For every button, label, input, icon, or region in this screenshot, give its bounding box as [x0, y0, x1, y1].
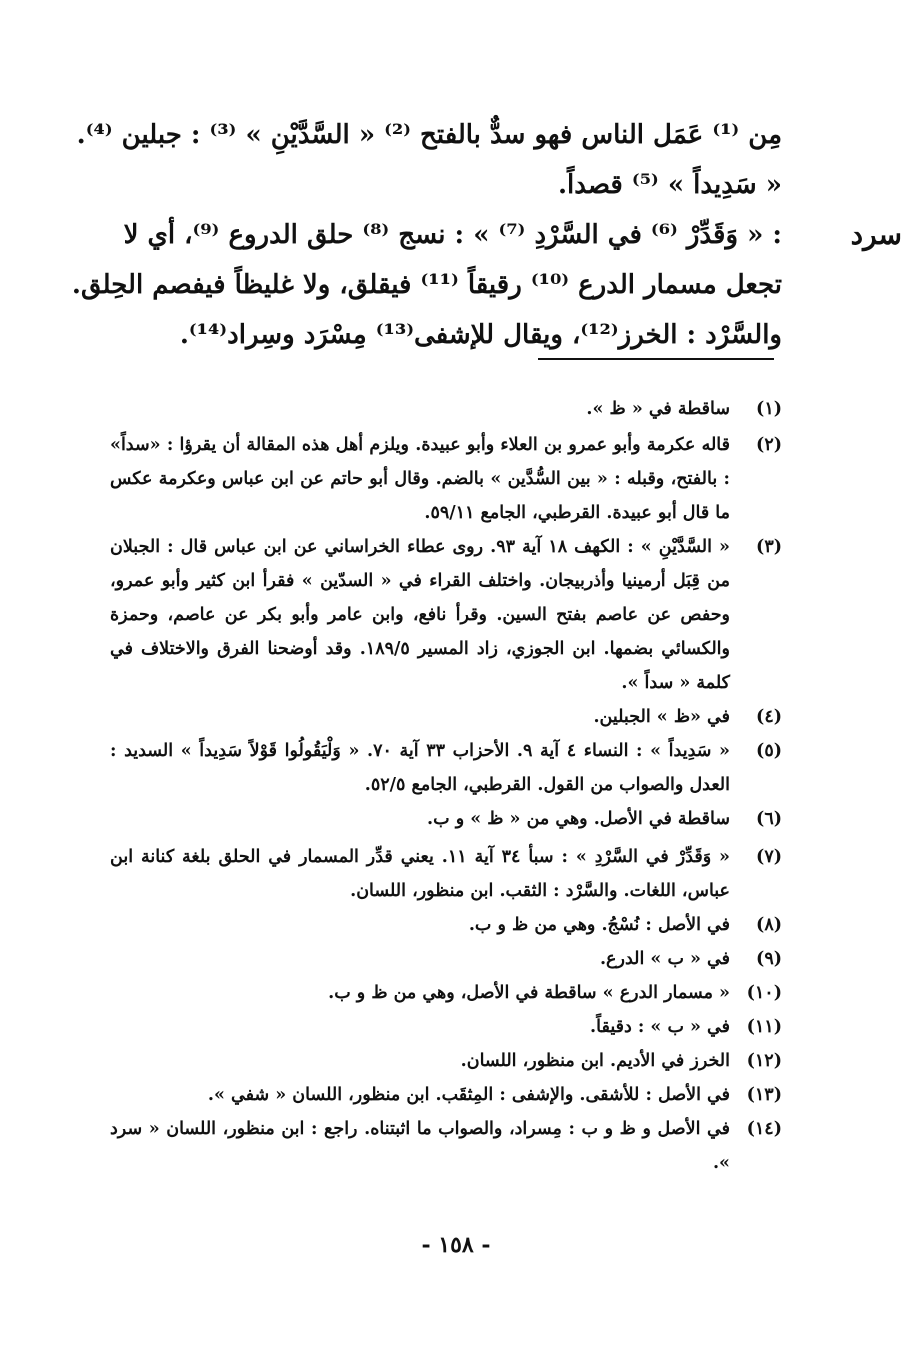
- footnote-text: قاله عكرمة وأبو عمرو بن العلاء وأبو عبيدة. ويلزم أهل هذه المقالة أن يقرؤا : «سداً» : بالفتح، وقبله : « بين السُّدَّين » بالضم. وقال أبو حاتم عن ابن عباس وعكرمة عكس ما قال أبو عبيدة. القرطبي، الجامع ٥٩/١١.: [110, 435, 730, 523]
- footnote-number: (٢): [756, 435, 782, 455]
- main-line-4: تجعل مسمار الدرع ⁽¹⁰⁾ رقيقاً ⁽¹¹⁾ فيقلق، ولا غليظاً فيفصم الحِلق.: [71, 270, 782, 300]
- footnote-text: الخرز في الأديم. ابن منظور، اللسان.: [460, 1051, 730, 1071]
- footnote-text: « سَدِيداً » : النساء ٤ آية ٩. الأحزاب ٣٣ آية ٧٠. « وَلْيَقُولُوا قَوْلاً سَدِيداً » السديد : العدل والصواب من القول. القرطبي، الجامع ٥٢/٥.: [110, 741, 730, 795]
- footnote: [110, 1078, 782, 1112]
- page-number: - ١٥٨ -: [421, 1232, 491, 1258]
- footnote: [110, 700, 782, 734]
- footnote-number: (١١): [746, 1017, 782, 1037]
- footnote: [110, 734, 782, 802]
- footnote: [110, 530, 782, 700]
- footnote-number: (٨): [756, 915, 782, 935]
- headword: سرد: [850, 218, 902, 251]
- footnote-number: (١٠): [746, 983, 782, 1003]
- footnote-separator: [538, 358, 774, 360]
- footnote: [110, 428, 782, 530]
- entry-sard: [100, 210, 902, 260]
- footnote-text: في الأصل : للأشقى. والإشفى : المِثقَب. ابن منظور، اللسان « شفي ».: [207, 1085, 730, 1105]
- footnote: [110, 976, 782, 1010]
- footnote-number: (٧): [756, 847, 782, 867]
- footnote-text: في « ب » الدرع.: [599, 949, 730, 969]
- main-text: [71, 110, 902, 360]
- footnote-text: في الأصل : نُسْجُ. وهي من ظ و ب.: [468, 915, 730, 935]
- footnote-number: (٣): [756, 537, 782, 557]
- footnote-number: (٩): [756, 949, 782, 969]
- footnote: [110, 392, 782, 426]
- footnote-text: في الأصل و ظ و ب : مِسراد، والصواب ما اثبتناه. راجع : ابن منظور، اللسان « سرد ».: [110, 1119, 730, 1173]
- footnote-number: (٤): [756, 707, 782, 727]
- footnote: [110, 1112, 782, 1180]
- footnote: [110, 908, 782, 942]
- footnote-number: (١٢): [746, 1051, 782, 1071]
- footnote-number: (١٤): [746, 1119, 782, 1139]
- footnote-text: « السَّدَّيْنِ » : الكهف ١٨ آية ٩٣. روى عطاء الخراساني عن ابن عباس قال : الجبلان من قِبَل أرمينيا وأذربيجان. واختلف القراء في « السدّين » فقرأ ابن كثير وأبو عمرو، وحفص عن عاصم بفتح السين. وقرأ نافع، وابن عامر وأبو بكر عن عاصم، وحمزة والكسائي بضمها. ابن الجوزي، زاد المسير ١٨٩/٥. وقد أوضحنا الفرق والاختلاف في كلمة « سداً ».: [110, 537, 730, 693]
- footnote: [110, 840, 782, 908]
- footnote: [110, 1010, 782, 1044]
- footnote-text: في «ظ » الجبلين.: [593, 707, 730, 727]
- footnotes: [110, 392, 782, 1180]
- footnote: [110, 942, 782, 976]
- footnote-text: ساقطة في « ظ ».: [586, 399, 730, 419]
- footnote-text: ساقطة في الأصل. وهي من « ظ » و ب.: [427, 809, 730, 829]
- main-line-3: : « وَقَدِّرْ ⁽⁶⁾ في السَّرْدِ ⁽⁷⁾ » : نسج ⁽⁸⁾ حلق الدروع ⁽⁹⁾، أي لا: [123, 220, 782, 250]
- footnote-text: « مسمار الدرع » ساقطة في الأصل، وهي من ظ و ب.: [328, 983, 730, 1003]
- main-line-1: مِن ⁽¹⁾ عَمَل الناس فهو سدٌّ بالفتح ⁽²⁾ « السَّدَّيْنِ » ⁽³⁾ : جبلين ⁽⁴⁾.: [76, 120, 782, 150]
- footnote-number: (٥): [756, 741, 782, 761]
- footnote: [110, 802, 782, 836]
- footnote: [110, 1044, 782, 1078]
- footnote-number: (٦): [756, 809, 782, 829]
- footnote-text: « وَقَدِّرْ في السَّرْدِ » : سبأ ٣٤ آية ١١. يعني قدِّر المسمار في الحلق بلغة كنانة ابن عباس، اللغات. والسَّرْد : الثقب. ابن منظور، اللسان.: [110, 847, 730, 901]
- main-line-5: والسَّرْد : الخرز⁽¹²⁾، ويقال للإشفى⁽¹³⁾ مِسْرَد وسِراد⁽¹⁴⁾.: [179, 320, 782, 350]
- footnote-text: في « ب » : دقيقاً.: [590, 1017, 730, 1037]
- main-line-2: « سَدِيداً » ⁽⁵⁾ قصداً.: [557, 170, 782, 200]
- footnote-number: (١٣): [746, 1085, 782, 1105]
- footnote-number: (١): [756, 399, 782, 419]
